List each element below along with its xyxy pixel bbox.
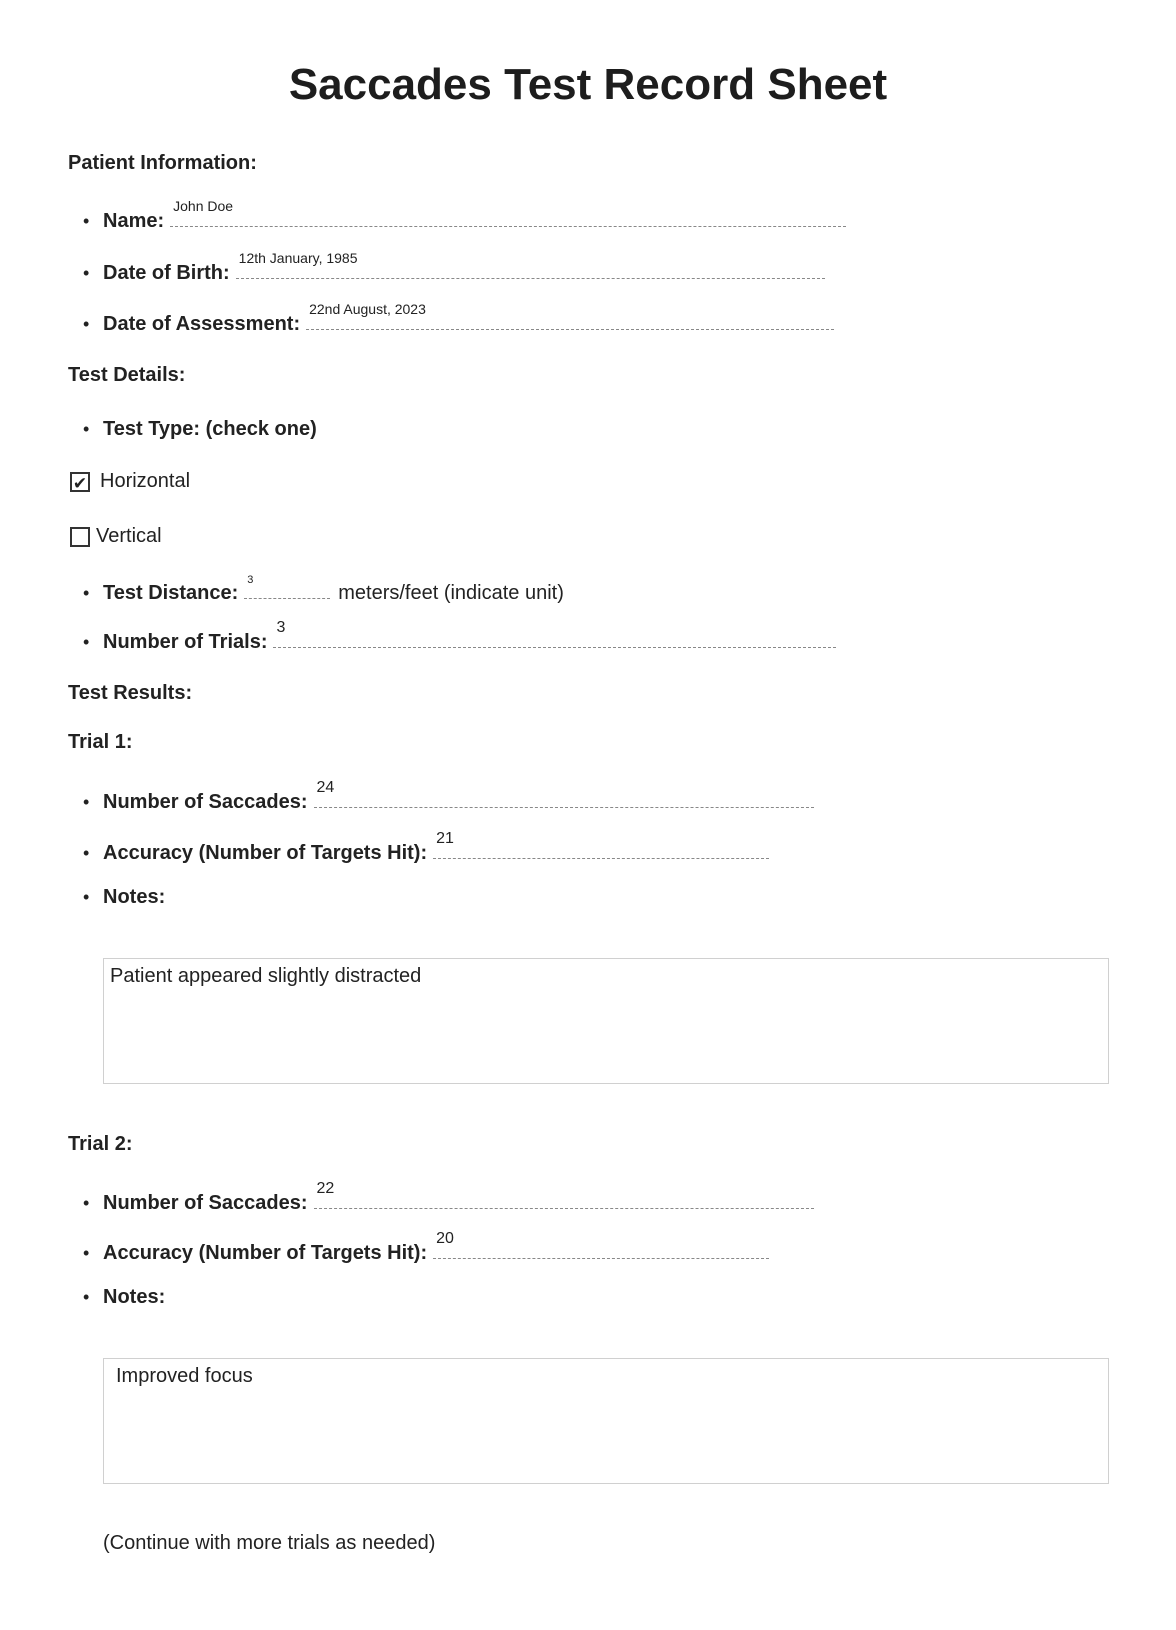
accuracy-value: 20: [436, 1230, 454, 1247]
doa-value: 22nd August, 2023: [309, 301, 426, 317]
trial-2-accuracy-row: [83, 1230, 769, 1265]
doa-label: Date of Assessment:: [103, 313, 301, 335]
distance-unit: meters/feet (indicate unit): [338, 582, 564, 604]
trial-2-title: Trial 2:: [68, 1133, 133, 1155]
test-details-heading: Test Details:: [68, 364, 186, 386]
dob-value: 12th January, 1985: [238, 250, 358, 266]
checkbox-horizontal[interactable]: ✔: [70, 472, 90, 492]
saccades-label: Number of Saccades:: [103, 1192, 308, 1214]
patient-info-heading: Patient Information:: [68, 152, 257, 174]
name-field[interactable]: [170, 198, 846, 227]
doa-row: [83, 301, 834, 336]
trials-label: Number of Trials:: [103, 631, 268, 653]
trial-1-title: Trial 1:: [68, 731, 133, 753]
test-results-heading: Test Results:: [68, 682, 193, 704]
trials-row: [83, 619, 836, 654]
bullet: •: [83, 792, 90, 812]
distance-value: 3: [247, 574, 254, 586]
bullet: •: [83, 887, 90, 907]
continue-note: (Continue with more trials as needed): [103, 1532, 436, 1554]
accuracy-field[interactable]: [433, 1230, 769, 1259]
trial-1-accuracy-row: [83, 830, 769, 865]
saccades-value: 24: [316, 779, 335, 796]
dob-row: [83, 250, 825, 285]
bullet: •: [83, 1243, 90, 1263]
saccades-label: Number of Saccades:: [103, 791, 308, 813]
option-label: Horizontal: [100, 470, 191, 492]
bullet: •: [83, 419, 90, 439]
bullet: •: [83, 314, 90, 334]
bullet: •: [83, 263, 90, 283]
option-label: Vertical: [96, 525, 162, 547]
accuracy-value: 21: [436, 830, 454, 847]
trial-1-notes-row: [83, 886, 165, 909]
name-row: [83, 198, 846, 233]
dob-label: Date of Birth:: [103, 262, 230, 284]
bullet: •: [83, 632, 90, 652]
saccades-value: 22: [316, 1180, 335, 1197]
dob-field[interactable]: [236, 250, 825, 279]
trial-2-saccades-row: [83, 1180, 814, 1215]
saccades-field[interactable]: [314, 1180, 814, 1209]
accuracy-field[interactable]: [433, 830, 769, 859]
trial-2-notes-box[interactable]: Improved focus: [103, 1358, 1109, 1484]
bullet: •: [83, 843, 90, 863]
notes-label: Notes:: [103, 1286, 166, 1308]
trials-field[interactable]: [273, 619, 836, 648]
page-title: Saccades Test Record Sheet: [288, 60, 888, 109]
trial-2-notes-row: [83, 1286, 165, 1309]
doa-field[interactable]: [306, 301, 834, 330]
saccades-field[interactable]: [314, 779, 814, 808]
distance-field[interactable]: [244, 576, 330, 599]
bullet: •: [83, 211, 90, 231]
notes-label: Notes:: [103, 886, 166, 908]
name-value: John Doe: [173, 198, 234, 214]
distance-label: Test Distance:: [103, 582, 239, 604]
test-type-row: [83, 418, 317, 441]
accuracy-label: Accuracy (Number of Targets Hit):: [103, 842, 428, 864]
option-vertical[interactable]: [70, 525, 162, 548]
name-label: Name:: [103, 210, 165, 232]
bullet: •: [83, 583, 90, 603]
checkbox-vertical[interactable]: [70, 527, 90, 547]
bullet: •: [83, 1193, 90, 1213]
trials-value: 3: [276, 619, 286, 636]
test-distance-row: [83, 576, 564, 605]
accuracy-label: Accuracy (Number of Targets Hit):: [103, 1242, 428, 1264]
bullet: •: [83, 1287, 90, 1307]
trial-1-notes-box[interactable]: Patient appeared slightly distracted: [103, 958, 1109, 1084]
option-horizontal[interactable]: [70, 470, 190, 493]
test-type-label: Test Type: (check one): [103, 418, 317, 440]
trial-1-saccades-row: [83, 779, 814, 814]
